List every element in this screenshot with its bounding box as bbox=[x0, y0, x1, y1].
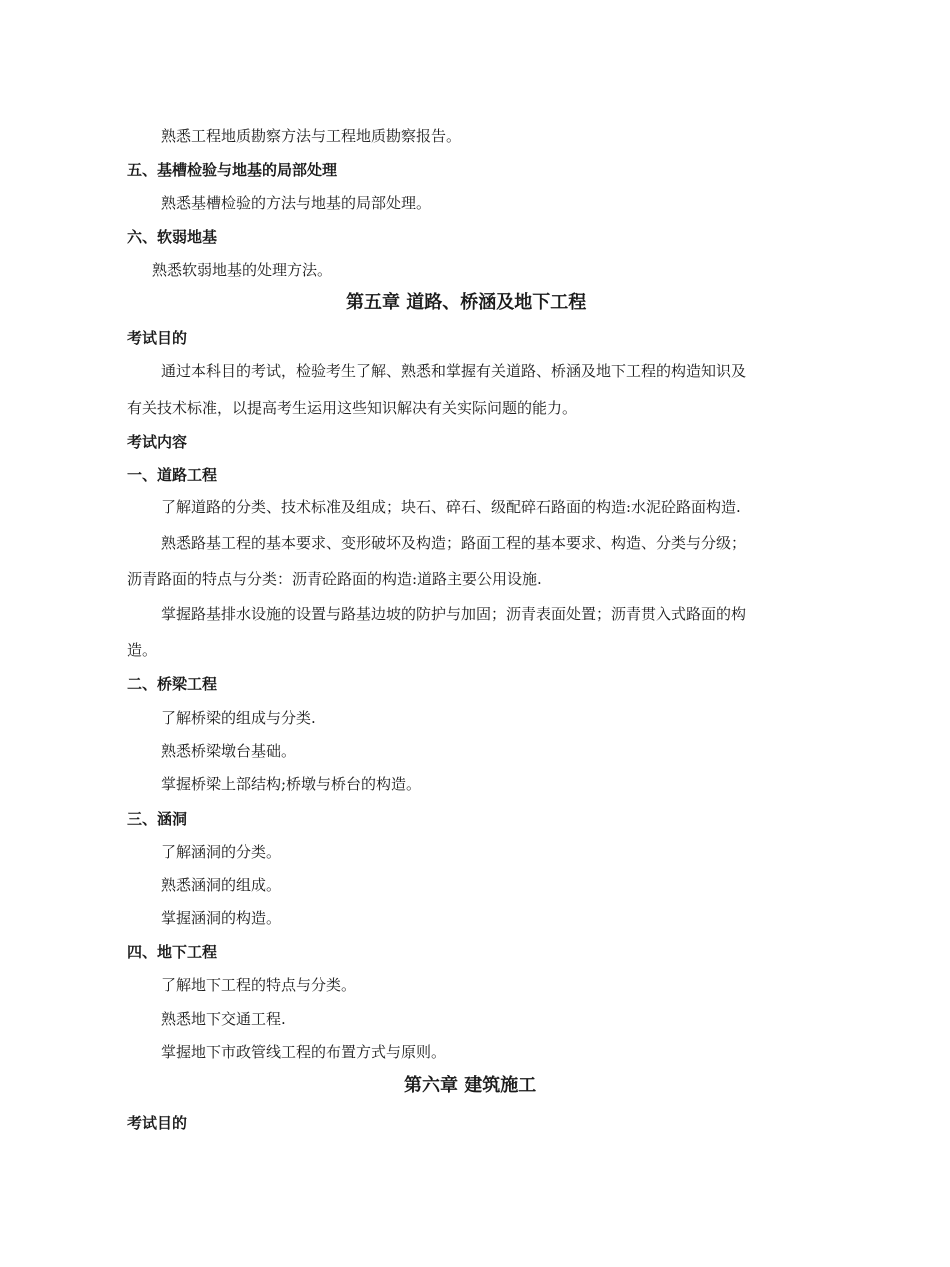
body-text: 了解地下工程的特点与分类。 bbox=[161, 976, 357, 994]
section-heading: 一、道路工程 bbox=[127, 466, 218, 484]
section-heading: 四、地下工程 bbox=[127, 943, 218, 961]
body-text: 熟悉涵洞的组成。 bbox=[161, 876, 282, 894]
chapter-title: 第五章 道路、桥涵及地下工程 bbox=[346, 292, 587, 313]
body-text: 熟悉桥梁墩台基础。 bbox=[161, 742, 297, 760]
body-text: 了解道路的分类、技术标准及组成；块石、碎石、级配碎石路面的构造:水泥砼路面构造. bbox=[161, 498, 741, 516]
body-text: 造。 bbox=[127, 641, 158, 659]
body-text: 熟悉路基工程的基本要求、变形破坏及构造；路面工程的基本要求、构造、分类与分级； bbox=[161, 534, 747, 552]
section-heading: 考试内容 bbox=[127, 433, 188, 451]
body-text: 熟悉地下交通工程. bbox=[161, 1010, 286, 1028]
chapter-title: 第六章 建筑施工 bbox=[404, 1075, 537, 1096]
section-heading: 六、软弱地基 bbox=[127, 228, 218, 246]
section-heading: 三、涵洞 bbox=[127, 810, 188, 828]
section-heading: 考试目的 bbox=[127, 1114, 188, 1132]
body-text: 沥青路面的特点与分类：沥青砼路面的构造:道路主要公用设施. bbox=[127, 570, 542, 588]
section-heading: 考试目的 bbox=[127, 329, 188, 347]
body-text: 掌握地下市政管线工程的布置方式与原则。 bbox=[161, 1043, 447, 1061]
body-text: 掌握路基排水设施的设置与路基边坡的防护与加固；沥青表面处置；沥青贯入式路面的构 bbox=[161, 605, 747, 623]
section-heading: 二、桥梁工程 bbox=[127, 675, 218, 693]
body-text: 掌握桥梁上部结构;桥墩与桥台的构造。 bbox=[161, 775, 422, 793]
body-text: 通过本科目的考试，检验考生了解、熟悉和掌握有关道路、桥涵及地下工程的构造知识及 bbox=[161, 362, 747, 380]
body-text: 了解桥梁的组成与分类. bbox=[161, 709, 316, 727]
body-text: 掌握涵洞的构造。 bbox=[161, 909, 282, 927]
body-text: 熟悉工程地质勘察方法与工程地质勘察报告。 bbox=[161, 127, 462, 145]
section-heading: 五、基槽检验与地基的局部处理 bbox=[127, 161, 338, 179]
body-text: 了解涵洞的分类。 bbox=[161, 843, 282, 861]
body-text: 熟悉基槽检验的方法与地基的局部处理。 bbox=[161, 194, 432, 212]
body-text: 有关技术标准，以提高考生运用这些知识解决有关实际问题的能力。 bbox=[127, 399, 578, 417]
body-text: 熟悉软弱地基的处理方法。 bbox=[152, 261, 333, 279]
